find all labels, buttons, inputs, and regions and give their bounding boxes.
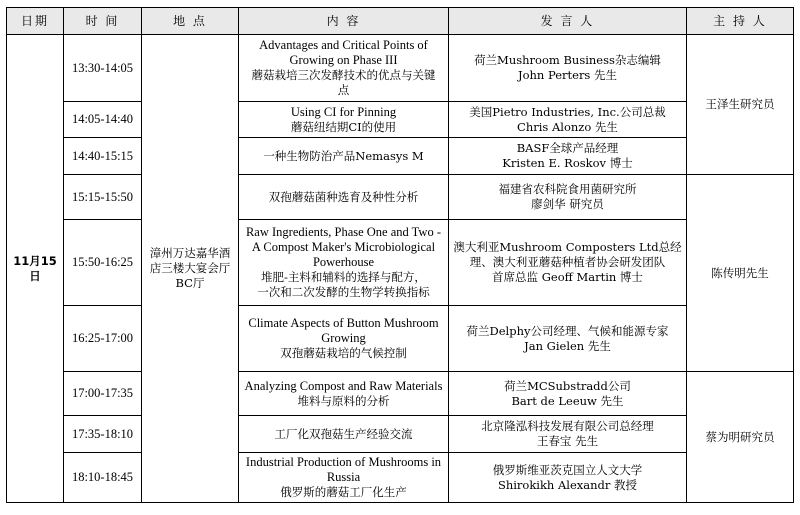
place-cell xyxy=(142,35,239,503)
content-line: 双孢蘑菇栽培的气候控制 xyxy=(280,346,407,360)
speaker-line: 俄罗斯维亚茨克国立人文大学 xyxy=(492,462,643,477)
host-cell: 蔡为明研究员 xyxy=(687,372,794,503)
content-line: Growing xyxy=(321,331,366,345)
time-cell: 14:40-15:15 xyxy=(64,138,142,175)
header-host: 主 持 人 xyxy=(687,8,794,35)
time-cell: 17:00-17:35 xyxy=(64,372,142,416)
speaker-cell xyxy=(449,138,687,175)
table-row xyxy=(7,306,794,372)
speaker-cell xyxy=(449,102,687,138)
speaker-line: Chris Alonzo 先生 xyxy=(517,119,618,134)
speaker-line: 荷兰Delphy公司经理、气候和能源专家 xyxy=(466,323,669,338)
content-line: 一种生物防治产品Nemasys M xyxy=(263,148,424,163)
speaker-cell xyxy=(449,35,687,102)
content-line: Raw Ingredients, Phase One and Two - xyxy=(245,225,442,239)
time-cell: 18:10-18:45 xyxy=(64,453,142,503)
speaker-line: 荷兰Mushroom Business杂志编辑 xyxy=(474,53,661,67)
content-line: Using CI for Pinning xyxy=(290,104,397,119)
content-line: Climate Aspects of Button Mushroom xyxy=(248,316,439,330)
content-line: 蘑菇纽结期CI的使用 xyxy=(290,119,397,134)
speaker-line: 荷兰MCSubstradd公司 xyxy=(504,378,631,393)
speaker-line: 北京隆泓科技发展有限公司总经理 xyxy=(481,419,654,433)
speaker-line: 理、澳大利亚蘑菇种植者协会研发团队 xyxy=(469,255,666,269)
header-place: 地 点 xyxy=(142,8,239,35)
header-speaker: 发 言 人 xyxy=(449,8,687,35)
place-line: 漳州万达嘉华酒 xyxy=(149,246,231,260)
time-cell: 16:25-17:00 xyxy=(64,306,142,372)
date-cell: 11月15日 xyxy=(7,35,64,503)
place-line: BC厅 xyxy=(175,276,205,290)
content-line: 蘑菇栽培三次发酵技术的优点与关键 xyxy=(251,68,436,82)
content-line: Russia xyxy=(326,470,361,484)
content-cell xyxy=(239,306,449,372)
time-cell: 13:30-14:05 xyxy=(64,35,142,102)
content-line: Growing on Phase III xyxy=(289,53,398,67)
content-line: 俄罗斯的蘑菇工厂化生产 xyxy=(280,485,407,499)
content-line: Industrial Production of Mushrooms in xyxy=(245,455,442,469)
content-cell xyxy=(239,35,449,102)
header-content: 内 容 xyxy=(239,8,449,35)
content-cell xyxy=(239,416,449,453)
speaker-line: 首席总监 Geoff Martin 博士 xyxy=(492,270,643,284)
content-cell xyxy=(239,138,449,175)
table-row xyxy=(7,138,794,175)
speaker-line: Bart de Leeuw 先生 xyxy=(511,393,624,408)
time-cell: 15:15-15:50 xyxy=(64,175,142,220)
speaker-line: 福建省农科院食用菌研究所 xyxy=(498,182,637,196)
content-line: Analyzing Compost and Raw Materials xyxy=(244,378,443,393)
content-line: Advantages and Critical Points of xyxy=(259,38,428,52)
table-row xyxy=(7,35,794,102)
schedule-container xyxy=(6,7,794,503)
table-row xyxy=(7,220,794,306)
host-cell: 王泽生研究员 xyxy=(687,35,794,175)
speaker-cell xyxy=(449,220,687,306)
content-cell xyxy=(239,175,449,220)
speaker-cell xyxy=(449,416,687,453)
header-time: 时 间 xyxy=(64,8,142,35)
speaker-cell xyxy=(449,306,687,372)
speaker-cell xyxy=(449,175,687,220)
content-line: 堆肥-主料和辅料的选择与配方， xyxy=(261,270,426,284)
speaker-line: John Perters 先生 xyxy=(517,68,617,82)
table-row xyxy=(7,372,794,416)
content-cell xyxy=(239,220,449,306)
table-row xyxy=(7,175,794,220)
content-line: 点 xyxy=(337,83,350,97)
time-cell: 14:05-14:40 xyxy=(64,102,142,138)
speaker-line: Kristen E. Roskov 博士 xyxy=(502,156,633,170)
content-line: 工厂化双孢菇生产经验交流 xyxy=(274,426,413,441)
content-cell xyxy=(239,102,449,138)
table-row xyxy=(7,453,794,503)
host-cell: 陈传明先生 xyxy=(687,175,794,372)
speaker-line: 廖剑华 研究员 xyxy=(531,197,604,211)
content-line: A Compost Maker's Microbiological xyxy=(251,240,436,254)
time-cell: 15:50-16:25 xyxy=(64,220,142,306)
content-cell xyxy=(239,453,449,503)
speaker-cell xyxy=(449,453,687,503)
speaker-line: 澳大利亚Mushroom Composters Ltd总经 xyxy=(453,240,682,254)
table-row xyxy=(7,102,794,138)
speaker-line: 王春宝 先生 xyxy=(536,434,599,448)
header-date: 日期 xyxy=(7,8,64,35)
header-row xyxy=(7,8,794,35)
table-row xyxy=(7,416,794,453)
speaker-line: Jan Gielen 先生 xyxy=(524,338,611,353)
speaker-line: 美国Pietro Industries, Inc.公司总裁 xyxy=(469,104,666,119)
time-cell: 17:35-18:10 xyxy=(64,416,142,453)
speaker-line: BASF全球产品经理 xyxy=(516,141,619,155)
speaker-line: Shirokikh Alexandr 教授 xyxy=(497,477,638,492)
place-line: 店三楼大宴会厅 xyxy=(149,261,231,275)
content-line: 一次和二次发酵的生物学转换指标 xyxy=(257,285,430,299)
content-line: 双孢蘑菇菌种选育及种性分析 xyxy=(268,189,419,204)
content-cell xyxy=(239,372,449,416)
content-line: Powerhouse xyxy=(312,255,375,269)
schedule-table xyxy=(6,7,794,503)
speaker-cell xyxy=(449,372,687,416)
content-line: 堆料与原料的分析 xyxy=(297,393,390,408)
